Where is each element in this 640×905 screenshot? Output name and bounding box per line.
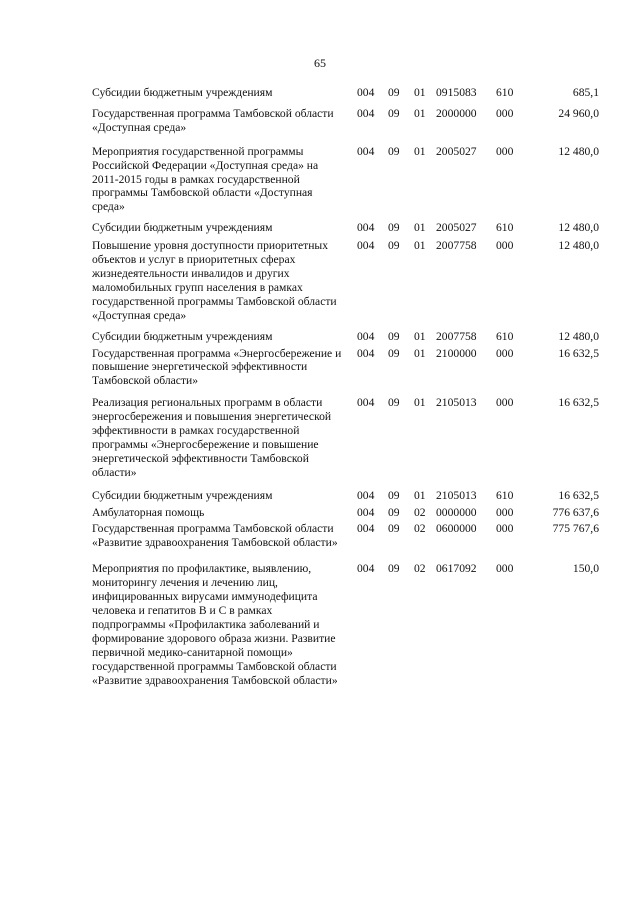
row-name: Повышение уровня доступности приоритетных объектов и услуг в приоритетных сферах жизнедеятельности инвалидов и других маломобильных групп населения в рамках государственной программы Тамбовской области «Доступная среда» <box>92 239 337 322</box>
ministry-code: 004 <box>357 221 375 235</box>
amount: 24 960,0 <box>558 106 599 120</box>
row-name: Субсидии бюджетным учреждениям <box>92 329 273 343</box>
table-row <box>92 489 612 503</box>
ministry-code: 004 <box>357 505 375 519</box>
expense-type-code: 000 <box>496 106 514 120</box>
amount: 16 632,5 <box>558 396 599 410</box>
budget-table <box>92 86 612 687</box>
expense-type-code: 000 <box>496 505 514 519</box>
subsection-code: 01 <box>414 239 426 253</box>
row-name: Амбулаторная помощь <box>92 505 205 519</box>
table-row <box>92 522 612 550</box>
target-article-code: 0000000 <box>436 505 477 519</box>
target-article-code: 2005027 <box>436 221 477 235</box>
page-number: 65 <box>314 56 326 70</box>
expense-type-code: 000 <box>496 239 514 253</box>
expense-type-code: 610 <box>496 488 514 502</box>
section-code: 09 <box>388 329 400 343</box>
table-row <box>92 107 612 135</box>
row-name: Мероприятия государственной программы Российской Федерации «Доступная среда» на 2011-2015 годы в рамках государственной программы Тамбовской области «Доступная среда» <box>92 144 319 214</box>
target-article-code: 2105013 <box>436 488 477 502</box>
amount: 12 480,0 <box>558 221 599 235</box>
target-article-code: 2005027 <box>436 144 477 158</box>
amount: 12 480,0 <box>558 239 599 253</box>
subsection-code: 01 <box>414 329 426 343</box>
section-code: 09 <box>388 221 400 235</box>
ministry-code: 004 <box>357 86 375 99</box>
table-row <box>92 86 612 100</box>
row-name: Субсидии бюджетным учреждениям <box>92 221 273 235</box>
section-code: 09 <box>388 144 400 158</box>
subsection-code: 01 <box>414 106 426 120</box>
amount: 16 632,5 <box>558 346 599 360</box>
table-row <box>92 396 612 479</box>
ministry-code: 004 <box>357 562 375 576</box>
table-row <box>92 239 612 322</box>
expense-type-code: 610 <box>496 221 514 235</box>
table-row <box>92 562 612 687</box>
ministry-code: 004 <box>357 144 375 158</box>
table-row <box>92 506 612 520</box>
target-article-code: 2105013 <box>436 396 477 410</box>
row-name: Государственная программа Тамбовской области «Доступная среда» <box>92 106 334 134</box>
row-name: Государственная программа Тамбовской области «Развитие здравоохранения Тамбовской области» <box>92 522 338 550</box>
section-code: 09 <box>388 396 400 410</box>
ministry-code: 004 <box>357 329 375 343</box>
ministry-code: 004 <box>357 522 375 536</box>
section-code: 09 <box>388 562 400 576</box>
amount: 16 632,5 <box>558 488 599 502</box>
target-article-code: 0915083 <box>436 86 477 99</box>
subsection-code: 01 <box>414 488 426 502</box>
expense-type-code: 000 <box>496 396 514 410</box>
ministry-code: 004 <box>357 346 375 360</box>
section-code: 09 <box>388 106 400 120</box>
expense-type-code: 610 <box>496 329 514 343</box>
subsection-code: 01 <box>414 86 426 99</box>
row-name: Субсидии бюджетным учреждениям <box>92 488 273 502</box>
row-name: Реализация региональных программ в области энергосбережения и повышения энергетической эффективности в рамках государственной программы «Энергосбережение и повышение энергетической эффективности Тамбовской области» <box>92 396 332 479</box>
section-code: 09 <box>388 522 400 536</box>
target-article-code: 2007758 <box>436 239 477 253</box>
row-name: Государственная программа «Энергосбережение и повышение энергетической эффективности Тамбовской области» <box>92 346 342 388</box>
table-row <box>92 221 612 235</box>
section-code: 09 <box>388 86 400 99</box>
ministry-code: 004 <box>357 106 375 120</box>
table-row <box>92 347 612 389</box>
amount: 775 767,6 <box>552 522 599 536</box>
expense-type-code: 610 <box>496 86 514 99</box>
target-article-code: 0617092 <box>436 562 477 576</box>
amount: 150,0 <box>572 562 599 576</box>
subsection-code: 02 <box>414 562 426 576</box>
expense-type-code: 000 <box>496 346 514 360</box>
expense-type-code: 000 <box>496 144 514 158</box>
amount: 12 480,0 <box>558 329 599 343</box>
subsection-code: 02 <box>414 505 426 519</box>
section-code: 09 <box>388 505 400 519</box>
amount: 12 480,0 <box>558 144 599 158</box>
row-name: Мероприятия по профилактике, выявлению, мониторингу лечения и лечению лиц, инфицированных вирусами иммунодефицита человека и гепатитов В и С в рамках подпрограммы «Профилактика заболеваний и формирование здорового образа жизни. Развитие первичной медико-санитарной помощи» государственной программы Тамбовской области «Развитие здравоохранения Тамбовской области» <box>92 562 338 687</box>
subsection-code: 01 <box>414 221 426 235</box>
ministry-code: 004 <box>357 396 375 410</box>
subsection-code: 01 <box>414 144 426 158</box>
row-name: Субсидии бюджетным учреждениям <box>92 86 273 99</box>
target-article-code: 2000000 <box>436 106 477 120</box>
ministry-code: 004 <box>357 239 375 253</box>
subsection-code: 01 <box>414 396 426 410</box>
amount: 776 637,6 <box>552 505 599 519</box>
amount: 685,1 <box>572 86 599 99</box>
expense-type-code: 000 <box>496 522 514 536</box>
ministry-code: 004 <box>357 488 375 502</box>
target-article-code: 2007758 <box>436 329 477 343</box>
table-row <box>92 330 612 344</box>
expense-type-code: 000 <box>496 562 514 576</box>
target-article-code: 2100000 <box>436 346 477 360</box>
subsection-code: 02 <box>414 522 426 536</box>
table-row <box>92 145 612 215</box>
subsection-code: 01 <box>414 346 426 360</box>
section-code: 09 <box>388 346 400 360</box>
section-code: 09 <box>388 239 400 253</box>
target-article-code: 0600000 <box>436 522 477 536</box>
section-code: 09 <box>388 488 400 502</box>
